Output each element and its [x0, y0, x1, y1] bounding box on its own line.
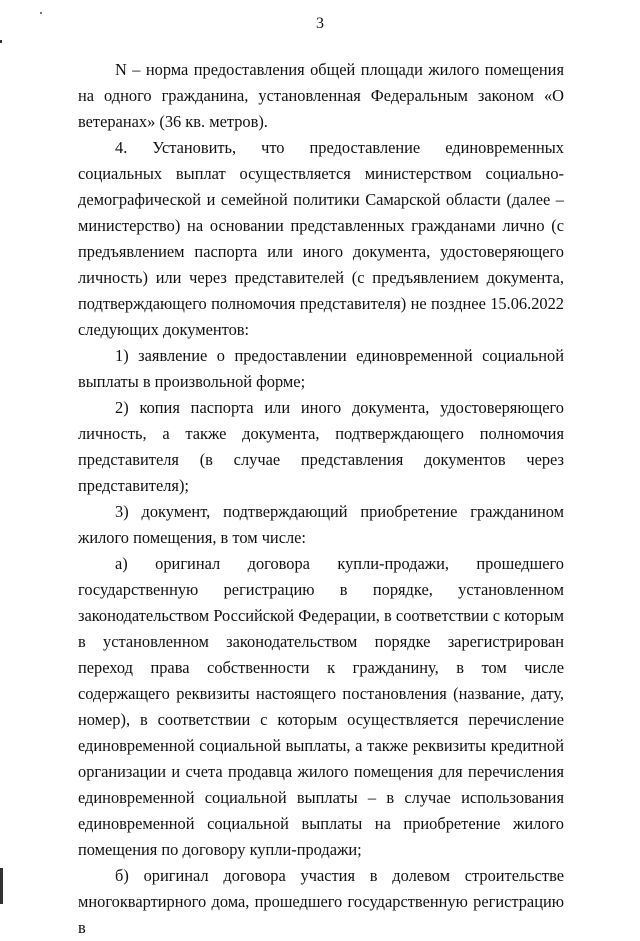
paragraph-item-4: 4. Установить, что предоставление единовременных социальных выплат осуществляется министерством социально-демографической и семейной политики Самарской области (далее – министерство) на основании представленных гражданами лично (с предъявлением паспорта или иного документа, удостоверяющего личность) или через представителей (с предъявлением документа, подтверждающего полномочия представителя) не позднее 15.06.2022 следующих документов: [78, 138, 564, 339]
paragraph-subitem-b: б) оригинал договора участия в долевом строительстве многоквартирного дома, прошедшего государственную регистрацию в [78, 866, 564, 937]
paragraph-subitem-3: 3) документ, подтверждающий приобретение гражданином жилого помещения, в том числе: [78, 502, 564, 547]
scan-edge-mark [0, 40, 2, 43]
paragraph-subitem-a: а) оригинал договора купли-продажи, прошедшего государственную регистрацию в порядке, установленном законодательством Российской Федерации, в соответствии с которым в установленном законодательством порядке зарегистрирован переход права собственности к гражданину, в том числе содержащего реквизиты настоящего постановления (название, дату, номер), в соответствии с которым осуществляется перечисление единовременной социальной выплаты, а также реквизиты кредитной организации и счета продавца жилого помещения для перечисления единовременной социальной выплаты – в случае использования единовременной социальной выплаты на приобретение жилого помещения по договору купли-продажи; [78, 554, 564, 859]
paragraph-subitem-1: 1) заявление о предоставлении единовременной социальной выплаты в произвольной форме; [78, 346, 564, 391]
page-number: 3 [316, 15, 324, 32]
scan-edge-mark [0, 868, 3, 904]
paragraph-norm-definition: N – норма предоставления общей площади жилого помещения на одного гражданина, установленная Федеральным законом «О ветеранах» (36 кв. метров). [78, 60, 564, 131]
paragraph-subitem-2: 2) копия паспорта или иного документа, удостоверяющего личность, а также документа, подтверждающего полномочия представителя (в случае представления документов через представителя); [78, 398, 564, 495]
document-body [78, 57, 564, 941]
